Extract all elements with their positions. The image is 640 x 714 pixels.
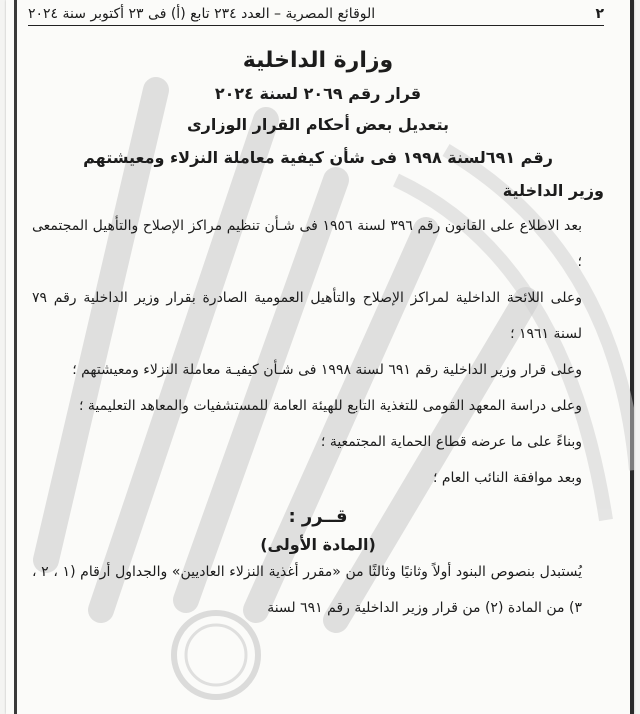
decree-subtitle-1: بتعديل بعض أحكام القرار الوزارى	[186, 115, 450, 134]
gazette-page	[6, 0, 634, 714]
page-number: ٢	[595, 6, 604, 22]
minister-heading: وزير الداخلية	[502, 181, 604, 200]
preamble-paragraph: وعلى دراسة المعهد القومى للتغذية التابع للهيئة العامة للمستشفيات والمعاهد التعليمية ؛	[78, 398, 582, 414]
page-right-edge	[630, 0, 634, 714]
decree-body	[32, 44, 604, 626]
running-header	[28, 6, 604, 26]
preamble-paragraph: وعلى قرار وزير الداخلية رقم ٦٩١ لسنة ١٩٩٨ فى شـأن كيفيـة معاملة النزلاء ومعيشتهم ؛	[72, 362, 582, 378]
preamble-paragraph: وبناءً على ما عرضه قطاع الحماية المجتمعية ؛	[320, 434, 582, 450]
preamble-paragraph: بعد الاطلاع على القانون رقم ٣٩٦ لسنة ١٩٥٦ فى شـأن تنظيم مراكز الإصلاح والتأهيل المجتمعى ؛	[32, 218, 582, 270]
gazette-issue-line: الوقائع المصرية – العدد ٢٣٤ تابع (أ) فى ٢٣ أكتوبر سنة ٢٠٢٤	[28, 6, 376, 22]
preamble-paragraph: وبعد موافقة النائب العام ؛	[432, 470, 582, 486]
page-left-edge	[14, 0, 17, 714]
decided-heading: قــرر :	[288, 506, 348, 527]
preamble-paragraph: وعلى اللائحة الداخلية لمراكز الإصلاح والتأهيل العمومية الصادرة بقرار وزير الداخلية رقم ٧٩ لسنة ١٩٦١ ؛	[32, 290, 582, 342]
ministry-title: وزارة الداخلية	[242, 48, 394, 73]
article-text: يُستبدل بنصوص البنود أولاً وثانيًا وثالثًا من «مقرر أغذية النزلاء العاديين» والجداول أرقام (١ ، ٢ ، ٣) من المادة (٢) من قرار وزير الداخلية رقم ٦٩١ لسنة	[32, 564, 583, 616]
decree-number: قرار رقم ٢٠٦٩ لسنة ٢٠٢٤	[214, 84, 422, 103]
article-title: (المادة الأولى)	[260, 535, 376, 554]
decree-subtitle-2: رقم ٦٩١لسنة ١٩٩٨ فى شأن كيفية معاملة النزلاء ومعيشتهم	[83, 148, 553, 167]
